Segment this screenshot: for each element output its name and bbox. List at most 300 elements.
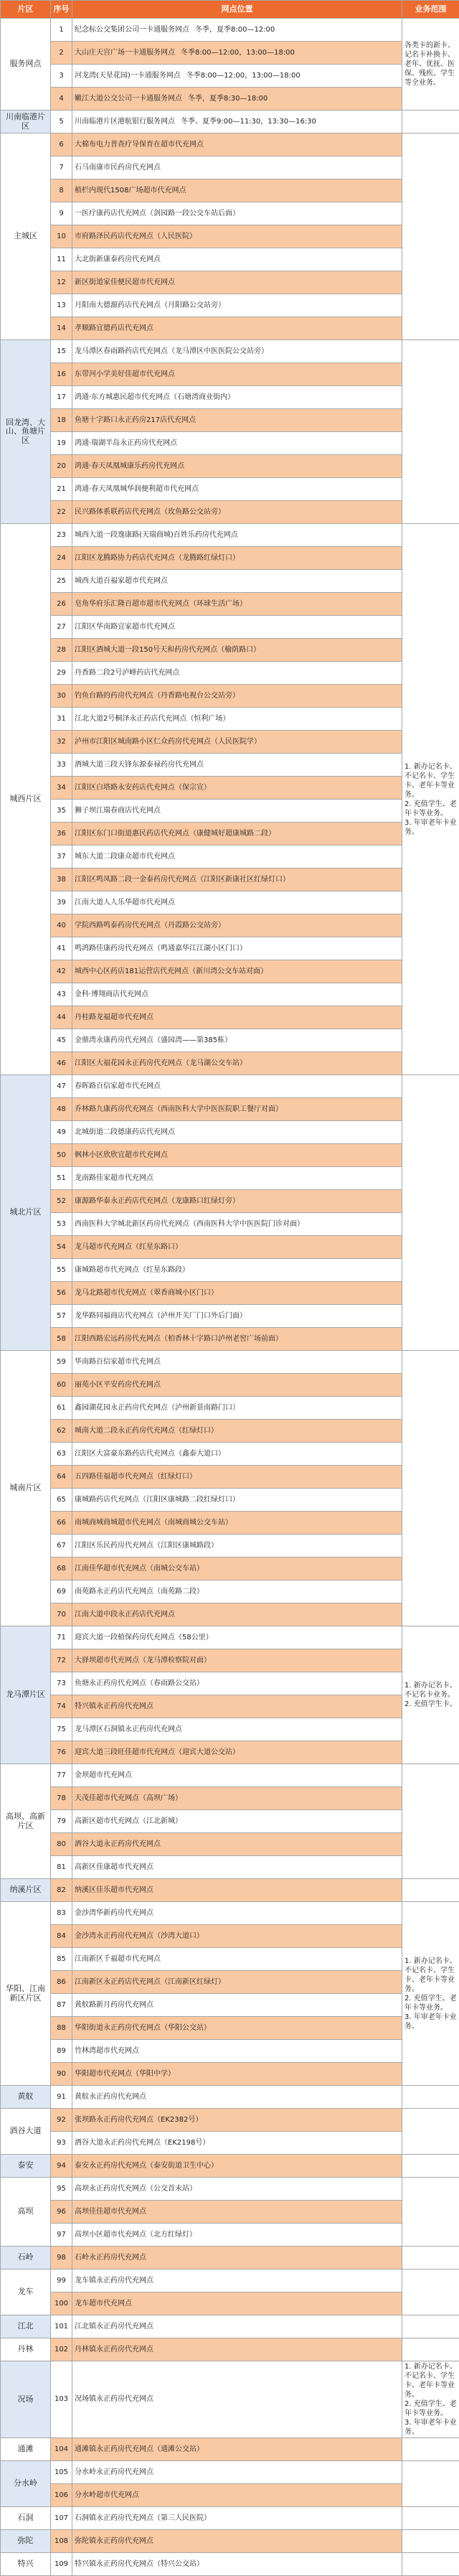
table-row — [1, 2201, 459, 2224]
table-row — [1, 1305, 459, 1328]
location-cell — [72, 914, 402, 937]
district-cell: 城北片区 — [1, 1075, 51, 1351]
row-number: 12 — [51, 271, 72, 294]
location-cell — [72, 248, 402, 271]
table-row — [1, 685, 459, 708]
location-cell — [72, 1259, 402, 1282]
location-cell — [72, 937, 402, 960]
location-cell — [72, 340, 402, 363]
location-cell — [72, 639, 402, 662]
location-text: 鸿通·春天凤凰城康乐药房代充网点 — [75, 462, 184, 470]
district-cell: 弥陀 — [1, 2530, 51, 2553]
row-number: 1 — [51, 19, 72, 42]
location-text: 五四路佳福超市代充网点（红绿灯口） — [75, 1473, 197, 1481]
location-text: 康城路超市代充网点（红星东路段） — [75, 1266, 189, 1274]
table-row — [1, 914, 459, 937]
table-row — [1, 455, 459, 478]
location-cell — [72, 2201, 402, 2224]
location-cell — [72, 2155, 402, 2178]
table-row — [1, 317, 459, 340]
location-text: 天茂佳超市代充网点（高坝广场） — [75, 1794, 182, 1802]
table-row — [1, 2338, 459, 2361]
district-cell: 纳溪片区 — [1, 1879, 51, 1902]
table-row — [1, 1512, 459, 1535]
row-number: 61 — [51, 1397, 72, 1420]
scope-cell — [402, 2247, 459, 2270]
location-text: 鸿通·瑞湖半岛永正药房代充网点 — [75, 439, 177, 447]
table-row — [1, 1810, 459, 1833]
district-cell: 酒谷大道 — [1, 2109, 51, 2155]
district-cell: 城西片区 — [1, 524, 51, 1075]
location-cell — [72, 1580, 402, 1603]
row-number: 10 — [51, 225, 72, 248]
row-number: 92 — [51, 2109, 72, 2132]
location-text: 泸州市江阳区城南路小区仁众药房代充网点（人民医院学） — [75, 738, 261, 746]
location-text: 特兴镇永正药房代充网点（特兴公交站） — [75, 2560, 204, 2568]
location-text: 金坝超市代充网点 — [75, 1771, 132, 1779]
table-row — [1, 409, 459, 432]
location-cell — [72, 111, 402, 134]
location-cell — [72, 1328, 402, 1351]
row-number: 52 — [51, 1190, 72, 1213]
location-text: 鸿通·东方城惠民超市代充网点（石塘湾商业街内） — [75, 393, 235, 401]
row-number: 39 — [51, 891, 72, 914]
table-row — [1, 1764, 459, 1787]
location-text: 江阳区大富豪东路药店代充网点（鑫泰大道口） — [75, 1450, 225, 1458]
scope-cell: 1. 新办记名卡、不记名卡业务。 2. 充值学生卡。 — [402, 1626, 459, 1764]
row-number: 78 — [51, 1787, 72, 1810]
table-row — [1, 2292, 459, 2315]
row-number: 48 — [51, 1098, 72, 1121]
location-cell — [72, 1098, 402, 1121]
row-number: 67 — [51, 1535, 72, 1558]
row-number: 56 — [51, 1282, 72, 1305]
row-number: 59 — [51, 1351, 72, 1374]
location-cell — [72, 1305, 402, 1328]
location-text: 南苑路永正药店代充网点（南苑路二段） — [75, 1588, 204, 1596]
location-text: 龙车超市代充网点 — [75, 2300, 132, 2308]
location-text: 龙马超市代充网点（红星东路口） — [75, 1243, 182, 1251]
location-text: 酒谷大道永正药房代充网点 — [75, 1840, 161, 1848]
row-number: 32 — [51, 731, 72, 754]
row-number: 13 — [51, 294, 72, 317]
scope-cell — [402, 1879, 459, 1902]
hours-text: 冬季，夏季8:00—12:00 — [195, 26, 275, 34]
table-row — [1, 1925, 459, 1948]
location-text: 康源路华泰永正药店代充网点（龙康路口红绿灯旁） — [75, 1197, 240, 1205]
location-cell — [72, 1925, 402, 1948]
table-row — [1, 2132, 459, 2155]
location-cell — [72, 570, 402, 593]
row-number: 104 — [51, 2438, 72, 2461]
district-cell: 江北 — [1, 2315, 51, 2338]
district-cell: 高坝 — [1, 2178, 51, 2247]
location-cell — [72, 409, 402, 432]
location-text: 江阳区乐民药房代充网点（江阳区康城路段） — [75, 1542, 218, 1550]
location-text: 西南医科大学城北新区药房代充网点（西南医科大学中医医院门诊对面） — [75, 1220, 304, 1228]
row-number: 50 — [51, 1144, 72, 1167]
table-row — [1, 1994, 459, 2017]
row-number: 99 — [51, 2270, 72, 2292]
row-number: 72 — [51, 1649, 72, 1672]
location-text: 丹林镇永正药房代充网点 — [75, 2346, 153, 2353]
row-number: 16 — [51, 363, 72, 386]
row-number: 41 — [51, 937, 72, 960]
location-cell — [72, 1466, 402, 1489]
location-text: 纳溪区佳乐超市代充网点 — [75, 1886, 153, 1894]
location-cell — [72, 2040, 402, 2063]
table-row — [1, 593, 459, 616]
location-text: 嫩江大道公交公司一卡通服务网点 — [75, 95, 182, 103]
table-row — [1, 823, 459, 846]
row-number: 54 — [51, 1236, 72, 1259]
table-row — [1, 1535, 459, 1558]
table-row — [1, 2040, 459, 2063]
district-cell: 况场 — [1, 2361, 51, 2438]
location-cell — [72, 1351, 402, 1374]
table-row — [1, 1144, 459, 1167]
table-row — [1, 983, 459, 1006]
row-number: 44 — [51, 1006, 72, 1029]
row-number: 23 — [51, 524, 72, 547]
table-row — [1, 547, 459, 570]
scope-cell — [402, 2086, 459, 2109]
location-text: 龙马潭区石洞镇永正药房代充网点 — [75, 1725, 182, 1733]
location-cell — [72, 42, 402, 65]
location-text: 况场镇永正药房代充网点 — [75, 2395, 153, 2403]
row-number: 58 — [51, 1328, 72, 1351]
table-row — [1, 179, 459, 202]
table-row — [1, 1603, 459, 1626]
location-cell — [72, 1052, 402, 1075]
location-text: 迎宾大道一段植保药房代充网点（58公里） — [75, 1634, 213, 1641]
table-row — [1, 708, 459, 731]
table-row — [1, 1948, 459, 1971]
location-cell — [72, 2017, 402, 2040]
location-cell — [72, 1718, 402, 1741]
location-cell — [72, 1282, 402, 1305]
location-cell — [72, 685, 402, 708]
scope-cell — [402, 2178, 459, 2247]
location-text: 龙华路同福商店代充网点（泸州开关厂门口外后门面） — [75, 1312, 247, 1320]
location-text: 金科·博翔商店代充网点 — [75, 990, 148, 998]
scope-cell — [402, 2155, 459, 2178]
location-text: 鸣鸿路佳康药房代充网点（鸣通嘉华江江湖小区门口） — [75, 945, 247, 952]
table-row — [1, 1672, 459, 1695]
table-row — [1, 1695, 459, 1718]
table-row — [1, 1466, 459, 1489]
table-row — [1, 2109, 459, 2132]
row-number: 64 — [51, 1466, 72, 1489]
table-row — [1, 1971, 459, 1994]
row-number: 76 — [51, 1741, 72, 1764]
location-text: 江南新区千福超市代充网点 — [75, 1955, 161, 1963]
location-text: 康城路药店代充网点（江阳区康城路二段红绿灯口） — [75, 1496, 240, 1504]
table-row — [1, 2086, 459, 2109]
location-text: 纪念标公交集团公司一卡通服务网点 — [75, 26, 189, 34]
location-cell — [72, 1971, 402, 1994]
row-number: 43 — [51, 983, 72, 1006]
location-cell — [72, 156, 402, 179]
table-row — [1, 960, 459, 983]
row-number: 105 — [51, 2461, 72, 2484]
table-row — [1, 662, 459, 685]
district-cell: 川南临港片区 — [1, 111, 51, 134]
row-number: 8 — [51, 179, 72, 202]
scope-cell — [402, 2461, 459, 2507]
table-row — [1, 2270, 459, 2292]
location-text: 黄舣路新月药房代充网点 — [75, 2001, 153, 2009]
district-cell: 城南片区 — [1, 1351, 51, 1626]
location-text: 龙马北路超市代充网点（翠香商城小区门口） — [75, 1289, 218, 1297]
row-number: 108 — [51, 2530, 72, 2553]
location-text: 江北大道2号桐泽永正药店代充网点（恒利广场） — [75, 715, 230, 723]
location-cell — [72, 1213, 402, 1236]
location-cell — [72, 2361, 402, 2438]
row-number: 66 — [51, 1512, 72, 1535]
location-text: 竹林湾超市代充网点 — [75, 2047, 139, 2055]
row-number: 37 — [51, 846, 72, 868]
location-cell — [72, 478, 402, 501]
row-number: 68 — [51, 1558, 72, 1580]
table-row — [1, 846, 459, 868]
location-text: 华阳超市代充网点（华阳中学） — [75, 2070, 175, 2078]
location-text: 龙南路佳家超市代充网点 — [75, 1174, 153, 1182]
scope-cell: 各类卡的新卡、记名卡补换卡、老年、优抚、医保、残疾、学生等全业务。 — [402, 19, 459, 111]
table-row — [1, 1029, 459, 1052]
table-row — [1, 2017, 459, 2040]
district-cell: 龙马潭片区 — [1, 1626, 51, 1764]
row-number: 27 — [51, 616, 72, 639]
location-cell — [72, 2086, 402, 2109]
table-row — [1, 248, 459, 271]
row-number: 101 — [51, 2315, 72, 2338]
location-cell — [72, 432, 402, 455]
table-row — [1, 754, 459, 777]
district-cell: 高坝、高新片区 — [1, 1764, 51, 1879]
location-text: 江南大道中段永正药店代充网点 — [75, 1611, 175, 1619]
table-row — [1, 2553, 459, 2576]
location-text: 江阳区大福花园永正药房代充网点（龙马湖公交车站） — [75, 1059, 247, 1067]
table-row — [1, 777, 459, 800]
row-number: 9 — [51, 202, 72, 225]
row-number: 17 — [51, 386, 72, 409]
location-cell — [72, 386, 402, 409]
location-cell — [72, 88, 402, 111]
location-text: 通滩镇永正药房代充网点（通滩公交站） — [75, 2445, 204, 2453]
table-body — [1, 19, 459, 2576]
row-number: 93 — [51, 2132, 72, 2155]
location-cell — [72, 1649, 402, 1672]
hours-text: 冬季8:00—12:00，13:00—18:00 — [181, 49, 295, 57]
table-row — [1, 1626, 459, 1649]
table-row — [1, 1902, 459, 1925]
table-row — [1, 616, 459, 639]
location-text: 大驿坝超市代充网点（龙马潭检察院对面） — [75, 1657, 211, 1664]
location-text: 城南大道二段永正药房代充网点（红绿灯口） — [75, 1427, 218, 1435]
table-row — [1, 1351, 459, 1374]
district-cell: 华阳、江南新区片区 — [1, 1902, 51, 2086]
location-cell — [72, 1695, 402, 1718]
row-number: 7 — [51, 156, 72, 179]
row-number: 36 — [51, 823, 72, 846]
row-number: 96 — [51, 2201, 72, 2224]
location-cell — [72, 1764, 402, 1787]
row-number: 45 — [51, 1029, 72, 1052]
table-row — [1, 1328, 459, 1351]
table-row — [1, 2224, 459, 2247]
table-row — [1, 1649, 459, 1672]
table-row — [1, 1236, 459, 1259]
scope-cell — [402, 1075, 459, 1351]
table-row — [1, 2178, 459, 2201]
location-text: 鱼塘十字路口永正药房217店代充网点 — [75, 416, 196, 424]
location-cell — [72, 1902, 402, 1925]
location-cell — [72, 317, 402, 340]
location-cell — [72, 1787, 402, 1810]
location-text: 大山庄天宫广场一卡通服务网点 — [75, 49, 175, 57]
table-row — [1, 1879, 459, 1902]
location-cell — [72, 2109, 402, 2132]
table-row — [1, 891, 459, 914]
row-number: 3 — [51, 65, 72, 88]
scope-cell — [402, 2438, 459, 2461]
location-text: 北城街道二段德康药店代充网点 — [75, 1128, 175, 1136]
row-number: 73 — [51, 1672, 72, 1695]
location-cell — [72, 547, 402, 570]
table-row — [1, 1006, 459, 1029]
location-cell — [72, 846, 402, 868]
row-number: 25 — [51, 570, 72, 593]
row-number: 71 — [51, 1626, 72, 1649]
table-row — [1, 1190, 459, 1213]
location-text: 龙马潭区春雨路药店代充网点（龙马潭区中医医院公交站旁） — [75, 347, 268, 355]
location-cell — [72, 2178, 402, 2201]
district-cell: 石洞 — [1, 2507, 51, 2530]
row-number: 94 — [51, 2155, 72, 2178]
row-number: 57 — [51, 1305, 72, 1328]
row-number: 95 — [51, 2178, 72, 2201]
table-row — [1, 2507, 459, 2530]
location-cell — [72, 2438, 402, 2461]
table-row — [1, 478, 459, 501]
location-cell — [72, 1558, 402, 1580]
location-cell — [72, 501, 402, 524]
location-cell — [72, 593, 402, 616]
location-text: 弥陀镇永正药房代充网点 — [75, 2537, 153, 2545]
scope-cell — [402, 2270, 459, 2315]
location-cell — [72, 1029, 402, 1052]
row-number: 97 — [51, 2224, 72, 2247]
scope-cell — [402, 340, 459, 524]
location-cell — [72, 2315, 402, 2338]
table-row — [1, 2461, 459, 2484]
location-cell — [72, 868, 402, 891]
table-row — [1, 340, 459, 363]
location-text: 狮子坝江瑞春商店代充网点 — [75, 807, 161, 815]
table-row — [1, 225, 459, 248]
district-cell: 回龙湾、大山、鱼塘片区 — [1, 340, 51, 524]
location-text: 泰安永正药房代充网点（泰安街道卫生中心） — [75, 2162, 218, 2170]
location-text: 华南路百信家超市代充网点 — [75, 1358, 161, 1366]
location-text: 城西大道一段逸康路(天瑞商城)百姓乐药房代充网点 — [75, 531, 238, 539]
row-number: 109 — [51, 2553, 72, 2576]
table-header-row — [1, 1, 459, 19]
district-cell: 分水岭 — [1, 2461, 51, 2507]
table-row — [1, 432, 459, 455]
row-number: 74 — [51, 1695, 72, 1718]
table-row — [1, 1787, 459, 1810]
row-number: 63 — [51, 1443, 72, 1466]
district-cell: 丹林 — [1, 2338, 51, 2361]
row-number: 70 — [51, 1603, 72, 1626]
location-cell — [72, 1374, 402, 1397]
row-number: 100 — [51, 2292, 72, 2315]
location-cell — [72, 1167, 402, 1190]
location-cell — [72, 2338, 402, 2361]
table-row — [1, 1489, 459, 1512]
scope-cell — [402, 2507, 459, 2530]
location-text: 新区街道家佳便民超市代充网点 — [75, 278, 175, 286]
location-text: 民兴路体系联药店代充网点（玫鱼路公交站旁） — [75, 508, 225, 516]
row-number: 38 — [51, 868, 72, 891]
location-text: 江阳区龙腾路协力药店代充网点（龙腾路红绿灯口） — [75, 554, 240, 562]
row-number: 19 — [51, 432, 72, 455]
district-cell: 龙车 — [1, 2270, 51, 2315]
hours-text: 冬季、夏季9:00—11:30，13:30—16:30 — [181, 118, 316, 126]
location-text: 河龙湾(天星花园)一卡通服务网点 — [75, 72, 181, 80]
table-row — [1, 1167, 459, 1190]
location-text: 川南临港片区港航银行服务网点 — [75, 118, 175, 126]
location-cell — [72, 1948, 402, 1971]
location-text: 特兴镇永正药房代充网点 — [75, 1702, 153, 1710]
location-text: 东带河小学美好佳超市代充网点 — [75, 370, 175, 378]
row-number: 2 — [51, 42, 72, 65]
table-row — [1, 1259, 459, 1282]
table-row — [1, 134, 459, 156]
location-cell — [72, 823, 402, 846]
location-cell — [72, 708, 402, 731]
location-text: 高坝小区超市代充网点（北方红绿灯） — [75, 2231, 197, 2239]
row-number: 4 — [51, 88, 72, 111]
table-row — [1, 386, 459, 409]
table-row — [1, 1856, 459, 1879]
district-cell: 黄舣 — [1, 2086, 51, 2109]
row-number: 81 — [51, 1856, 72, 1879]
location-text: 学院西路鸣泰药房代充网点（丹霞路公交站旁） — [75, 922, 225, 929]
location-cell — [72, 616, 402, 639]
location-cell — [72, 1190, 402, 1213]
location-cell — [72, 271, 402, 294]
row-number: 82 — [51, 1879, 72, 1902]
row-number: 40 — [51, 914, 72, 937]
location-cell — [72, 1626, 402, 1649]
location-cell — [72, 1236, 402, 1259]
location-cell — [72, 983, 402, 1006]
row-number: 106 — [51, 2484, 72, 2507]
row-number: 14 — [51, 317, 72, 340]
row-number: 89 — [51, 2040, 72, 2063]
table-row — [1, 1098, 459, 1121]
scope-cell: 1. 新办记名卡、不记名卡、学生卡、老年卡等业务。 2. 充值学生、老年卡等业务。 3. 年审老年卡业务。 — [402, 1902, 459, 2086]
location-text: 江阳区白塔路永安药店代充网点（保宗宣） — [75, 784, 211, 792]
row-number: 75 — [51, 1718, 72, 1741]
location-text: 丹香路二段2号泸峰药店代充网点 — [75, 669, 179, 677]
scope-cell — [402, 1351, 459, 1626]
row-number: 47 — [51, 1075, 72, 1098]
row-number: 34 — [51, 777, 72, 800]
row-number: 53 — [51, 1213, 72, 1236]
